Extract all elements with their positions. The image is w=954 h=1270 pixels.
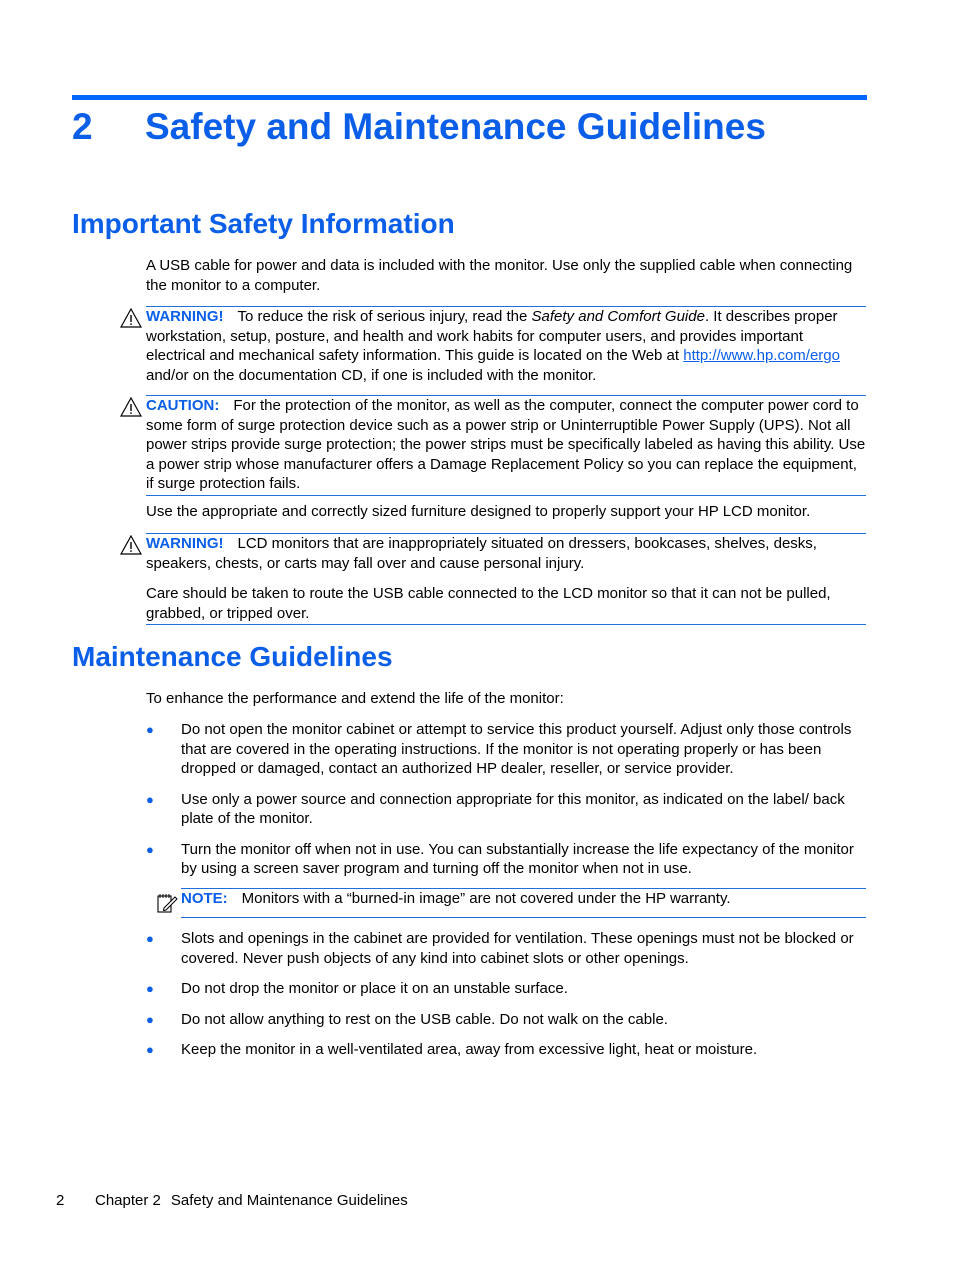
list-item-text: Do not open the monitor cabinet or attempt to service this product yourself. Adjust only those controls that are covered in the operating instructions. If the monitor is not operating properly or has been dropped or damaged, contact an authorized HP dealer, reseller, or service provider. <box>181 721 852 777</box>
list-item-text: Do not allow anything to rest on the USB cable. Do not walk on the cable. <box>181 1010 668 1028</box>
footer-chapter-label: Chapter 2 <box>95 1192 161 1209</box>
footer-page-number: 2 <box>56 1192 65 1209</box>
bullet-icon: ● <box>146 841 154 857</box>
chapter-number: 2 <box>72 106 93 147</box>
hp-ergo-link[interactable]: http://www.hp.com/ergo <box>683 347 840 364</box>
list-item-text: Slots and openings in the cabinet are provided for ventilation. These openings must not be blocked or covered. Never push objects of any kind into cabinet slots or other openings. <box>181 930 854 967</box>
maintenance-list-a <box>146 720 866 879</box>
caution-text: For the protection of the monitor, as well as the computer, connect the computer power cord to some form of surge protection device such as a power strip or Uninterruptible Power Supply (UPS). Not all power strips provide surge protection; the power strips must be specifically labeled as having this ability. Use a power strip whose manufacturer offers a Damage Replacement Policy so you can replace the equipment, if surge protection fails. <box>146 397 866 492</box>
warning-label: WARNING! <box>146 308 224 325</box>
note-label: NOTE: <box>181 890 228 907</box>
list-item-text: Keep the monitor in a well-ventilated area, away from excessive light, heat or moisture. <box>181 1041 758 1058</box>
list-item <box>146 790 866 829</box>
note-pencil-icon <box>156 892 178 914</box>
footer-chapter-title: Safety and Maintenance Guidelines <box>170 1192 408 1209</box>
list-item <box>146 929 866 968</box>
warning-2-body <box>146 534 866 573</box>
note-text: Monitors with a “burned-in image” are not covered under the HP warranty. <box>241 890 731 907</box>
page-footer <box>56 1192 408 1209</box>
bullet-icon: ● <box>146 981 154 996</box>
warning-text-b: . It describes proper workstation, setup, posture, and health and work habits for computer users, and provides important electrical and mechanical safety information. This guide is located on the Web at <box>146 308 838 364</box>
list-item-text: Turn the monitor off when not in use. You can substantially increase the life expectancy of the monitor by using a screen saver program and turning off the monitor when not in use. <box>181 840 854 877</box>
warning-text-a: To reduce the risk of serious injury, read the <box>237 308 532 325</box>
furniture-paragraph: Use the appropriate and correctly sized furniture designed to properly support your HP LCD monitor. <box>146 503 811 520</box>
section-heading-maintenance: Maintenance Guidelines <box>72 641 393 672</box>
warning-notice-2 <box>146 533 866 625</box>
list-item <box>146 720 866 779</box>
safety-intro: A USB cable for power and data is included with the monitor. Use only the supplied cable when connecting the monitor to a computer. <box>146 257 853 294</box>
bullet-icon: ● <box>146 722 154 737</box>
bullet-icon: ● <box>146 791 154 807</box>
maintenance-intro: To enhance the performance and extend the life of the monitor: <box>146 690 564 707</box>
maintenance-list-b <box>146 929 866 1060</box>
warning-text-c: and/or on the documentation CD, if one is included with the monitor. <box>146 366 597 384</box>
warning-label: WARNING! <box>146 535 224 552</box>
list-item <box>146 840 866 879</box>
warning-triangle-icon <box>120 397 142 417</box>
caution-notice <box>146 395 866 496</box>
list-item-text: Use only a power source and connection appropriate for this monitor, as indicated on the label/ back plate of the monitor. <box>181 790 845 827</box>
list-item <box>146 1040 866 1060</box>
list-item <box>146 1010 866 1030</box>
usb-cable-paragraph: Care should be taken to route the USB cable connected to the LCD monitor so that it can not be pulled, grabbed, or tripped over. <box>146 585 831 622</box>
chapter-title: Safety and Maintenance Guidelines <box>145 106 766 147</box>
warning-2-text: LCD monitors that are inappropriately situated on dressers, bookcases, shelves, desks, speakers, chests, or carts may fall over and cause personal injury. <box>146 535 817 572</box>
bullet-icon: ● <box>146 931 154 946</box>
bullet-icon: ● <box>146 1042 154 1057</box>
warning-notice-1 <box>146 306 866 385</box>
section-heading-safety: Important Safety Information <box>72 208 455 239</box>
note-notice <box>181 888 866 918</box>
bullet-icon: ● <box>146 1011 154 1027</box>
chapter-rule <box>72 95 867 100</box>
warning-triangle-icon <box>120 308 142 328</box>
list-item <box>146 979 866 999</box>
chapter-heading <box>72 106 766 148</box>
guide-title: Safety and Comfort Guide <box>531 308 705 325</box>
warning-triangle-icon <box>120 535 142 555</box>
list-item-text: Do not drop the monitor or place it on an unstable surface. <box>181 980 568 997</box>
caution-label: CAUTION: <box>146 397 220 414</box>
